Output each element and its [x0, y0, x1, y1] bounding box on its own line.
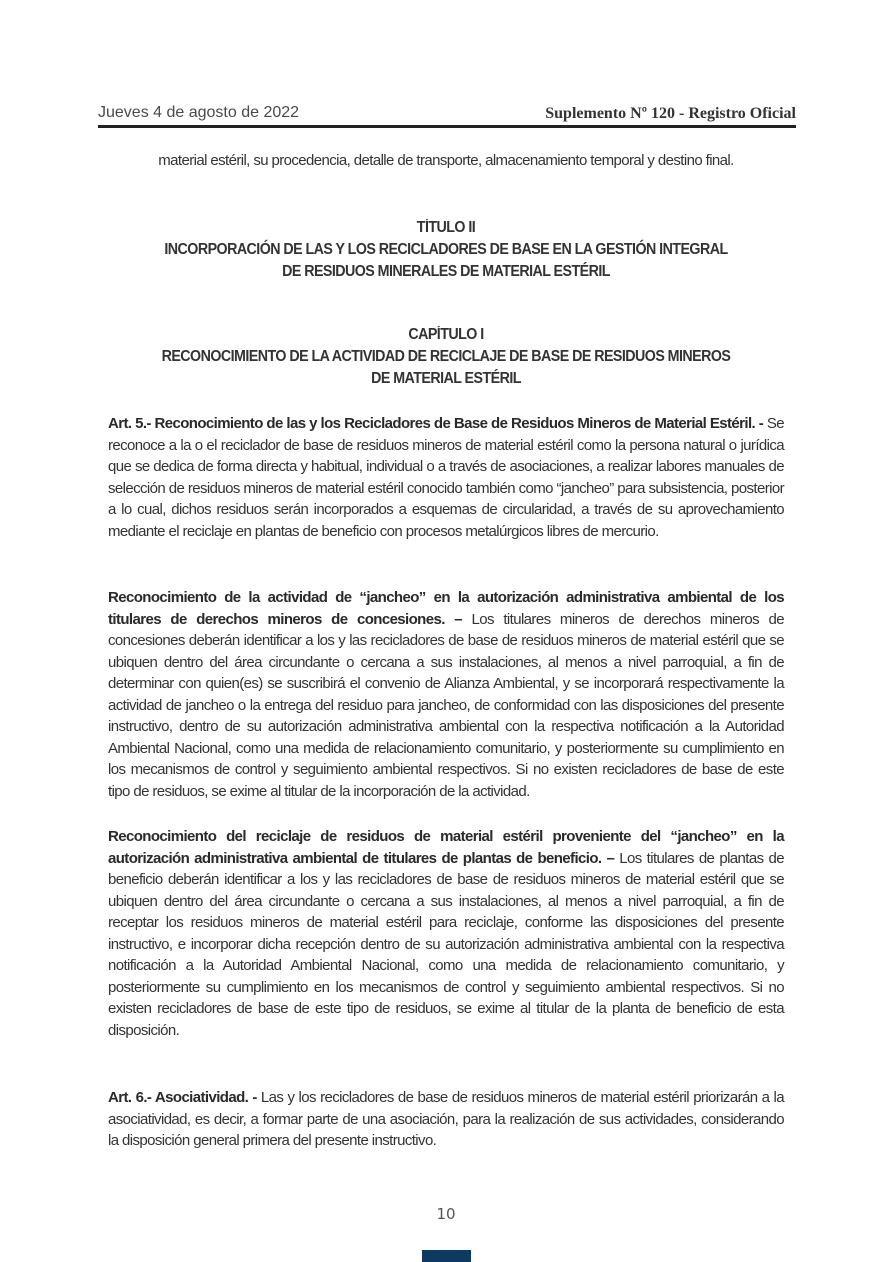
paragraph-jancheo-concesiones: [108, 587, 784, 802]
header-rule: [98, 125, 796, 128]
paragraph-jancheo-concesiones-body: Los titulares mineros de derechos mineros de concesiones deberán identificar a los y las recicladores de base de residuos mineros de material estéril que se ubiquen dentro del área circundante o cercana a sus instalaciones, al menos a nivel parroquial, a fin de determinar con quien(es) se suscribirá el convenio de Alianza Ambiental, y se incorporará respectivamente la actividad de jancheo o la entrega del residuo para jancheo, de conformidad con las disposiciones del presente instructivo, dentro de su autorización administrativa ambiental con la respectiva notificación a la Autoridad Ambiental Nacional, como una medida de relacionamiento comunitario, y posteriormente su cumplimiento en los mecanismos de control y seguimiento ambiental respectivos. Si no existen recicladores de base de este tipo de residuos, se exime al titular de la incorporación de la actividad.: [108, 610, 784, 800]
page-header: [98, 104, 796, 126]
continuation-text: material estéril, su procedencia, detalle de transporte, almacenamiento temporal y destino final.: [158, 152, 734, 169]
capitulo-heading: [135, 324, 757, 390]
article-6-body: Las y los recicladores de base de residuos mineros de material estéril priorizarán a la asociatividad, es decir, a formar parte de una asociación, para la realización de sus actividades, considerando la disposición general primera del presente instructivo.: [108, 1089, 784, 1149]
header-date: Jueves 4 de agosto de 2022: [98, 104, 300, 121]
article-6-title: Art. 6.- Asociatividad. -: [108, 1089, 257, 1106]
article-5-body: Se reconoce a la o el reciclador de base de residuos mineros de material estéril como la persona natural o jurídica que se dedica de forma directa y habitual, individual o a través de asociaciones, a realizar labores manuales de selección de residuos mineros de material estéril conocido también como “jancheo” para subsistencia, posterior a lo cual, dichos residuos serán incorporados a esquemas de circularidad, a través de su aprovechamiento mediante el reciclaje en plantas de beneficio con procesos metalúrgicos libres de mercurio.: [108, 415, 784, 540]
footer-bar: [422, 1250, 471, 1262]
header-publication: Suplemento Nº 120 - Registro Oficial: [545, 105, 796, 122]
paragraph-reciclaje-plantas-body: Los titulares de plantas de beneficio deberán identificar a los y las recicladores de base de residuos mineros de material estéril que se ubiquen dentro del área circundante o cercana a sus instalaciones, al menos a nivel parroquial, a fin de receptar los residuos mineros de material estéril para reciclaje, conforme las disposiciones del presente instructivo, e incorporar dicha recepción dentro de su autorización administrativa ambiental con la respectiva notificación a la Autoridad Ambiental Nacional, como una medida de relacionamiento comunitario, y posteriormente su cumplimiento en los mecanismos de control y seguimiento ambiental respectivos. Si no existen recicladores de base de este tipo de residuos, se exime al titular de la planta de beneficio de esta disposición.: [108, 849, 784, 1039]
capitulo-number: CAPÍTULO I: [408, 326, 484, 343]
titulo-name: INCORPORACIÓN DE LAS Y LOS RECICLADORES DE BASE EN LA GESTIÓN INTEGRAL DE RESIDUOS MINERALES DE MATERIAL ESTÉRIL: [164, 241, 728, 280]
article-6: [108, 1087, 784, 1152]
titulo-heading: [135, 217, 757, 283]
capitulo-name: RECONOCIMIENTO DE LA ACTIVIDAD DE RECICLAJE DE BASE DE RESIDUOS MINEROS DE MATERIAL ESTÉRIL: [161, 348, 731, 387]
paragraph-reciclaje-plantas-title: Reconocimiento del reciclaje de residuos de material estéril proveniente del “jancheo” en la autorización administrativa ambiental de titulares de plantas de beneficio. –: [108, 828, 784, 867]
page-number: 10: [436, 1205, 456, 1223]
article-5: [108, 413, 784, 542]
article-5-title: Art. 5.- Reconocimiento de las y los Recicladores de Base de Residuos Mineros de Material Estéril. -: [108, 415, 764, 432]
paragraph-reciclaje-plantas: [108, 826, 784, 1041]
titulo-number: TÍTULO II: [416, 219, 476, 236]
paragraph-jancheo-concesiones-title: Reconocimiento de la actividad de “jancheo” en la autorización administrativa ambiental de los titulares de derechos mineros de concesiones. –: [108, 589, 784, 628]
